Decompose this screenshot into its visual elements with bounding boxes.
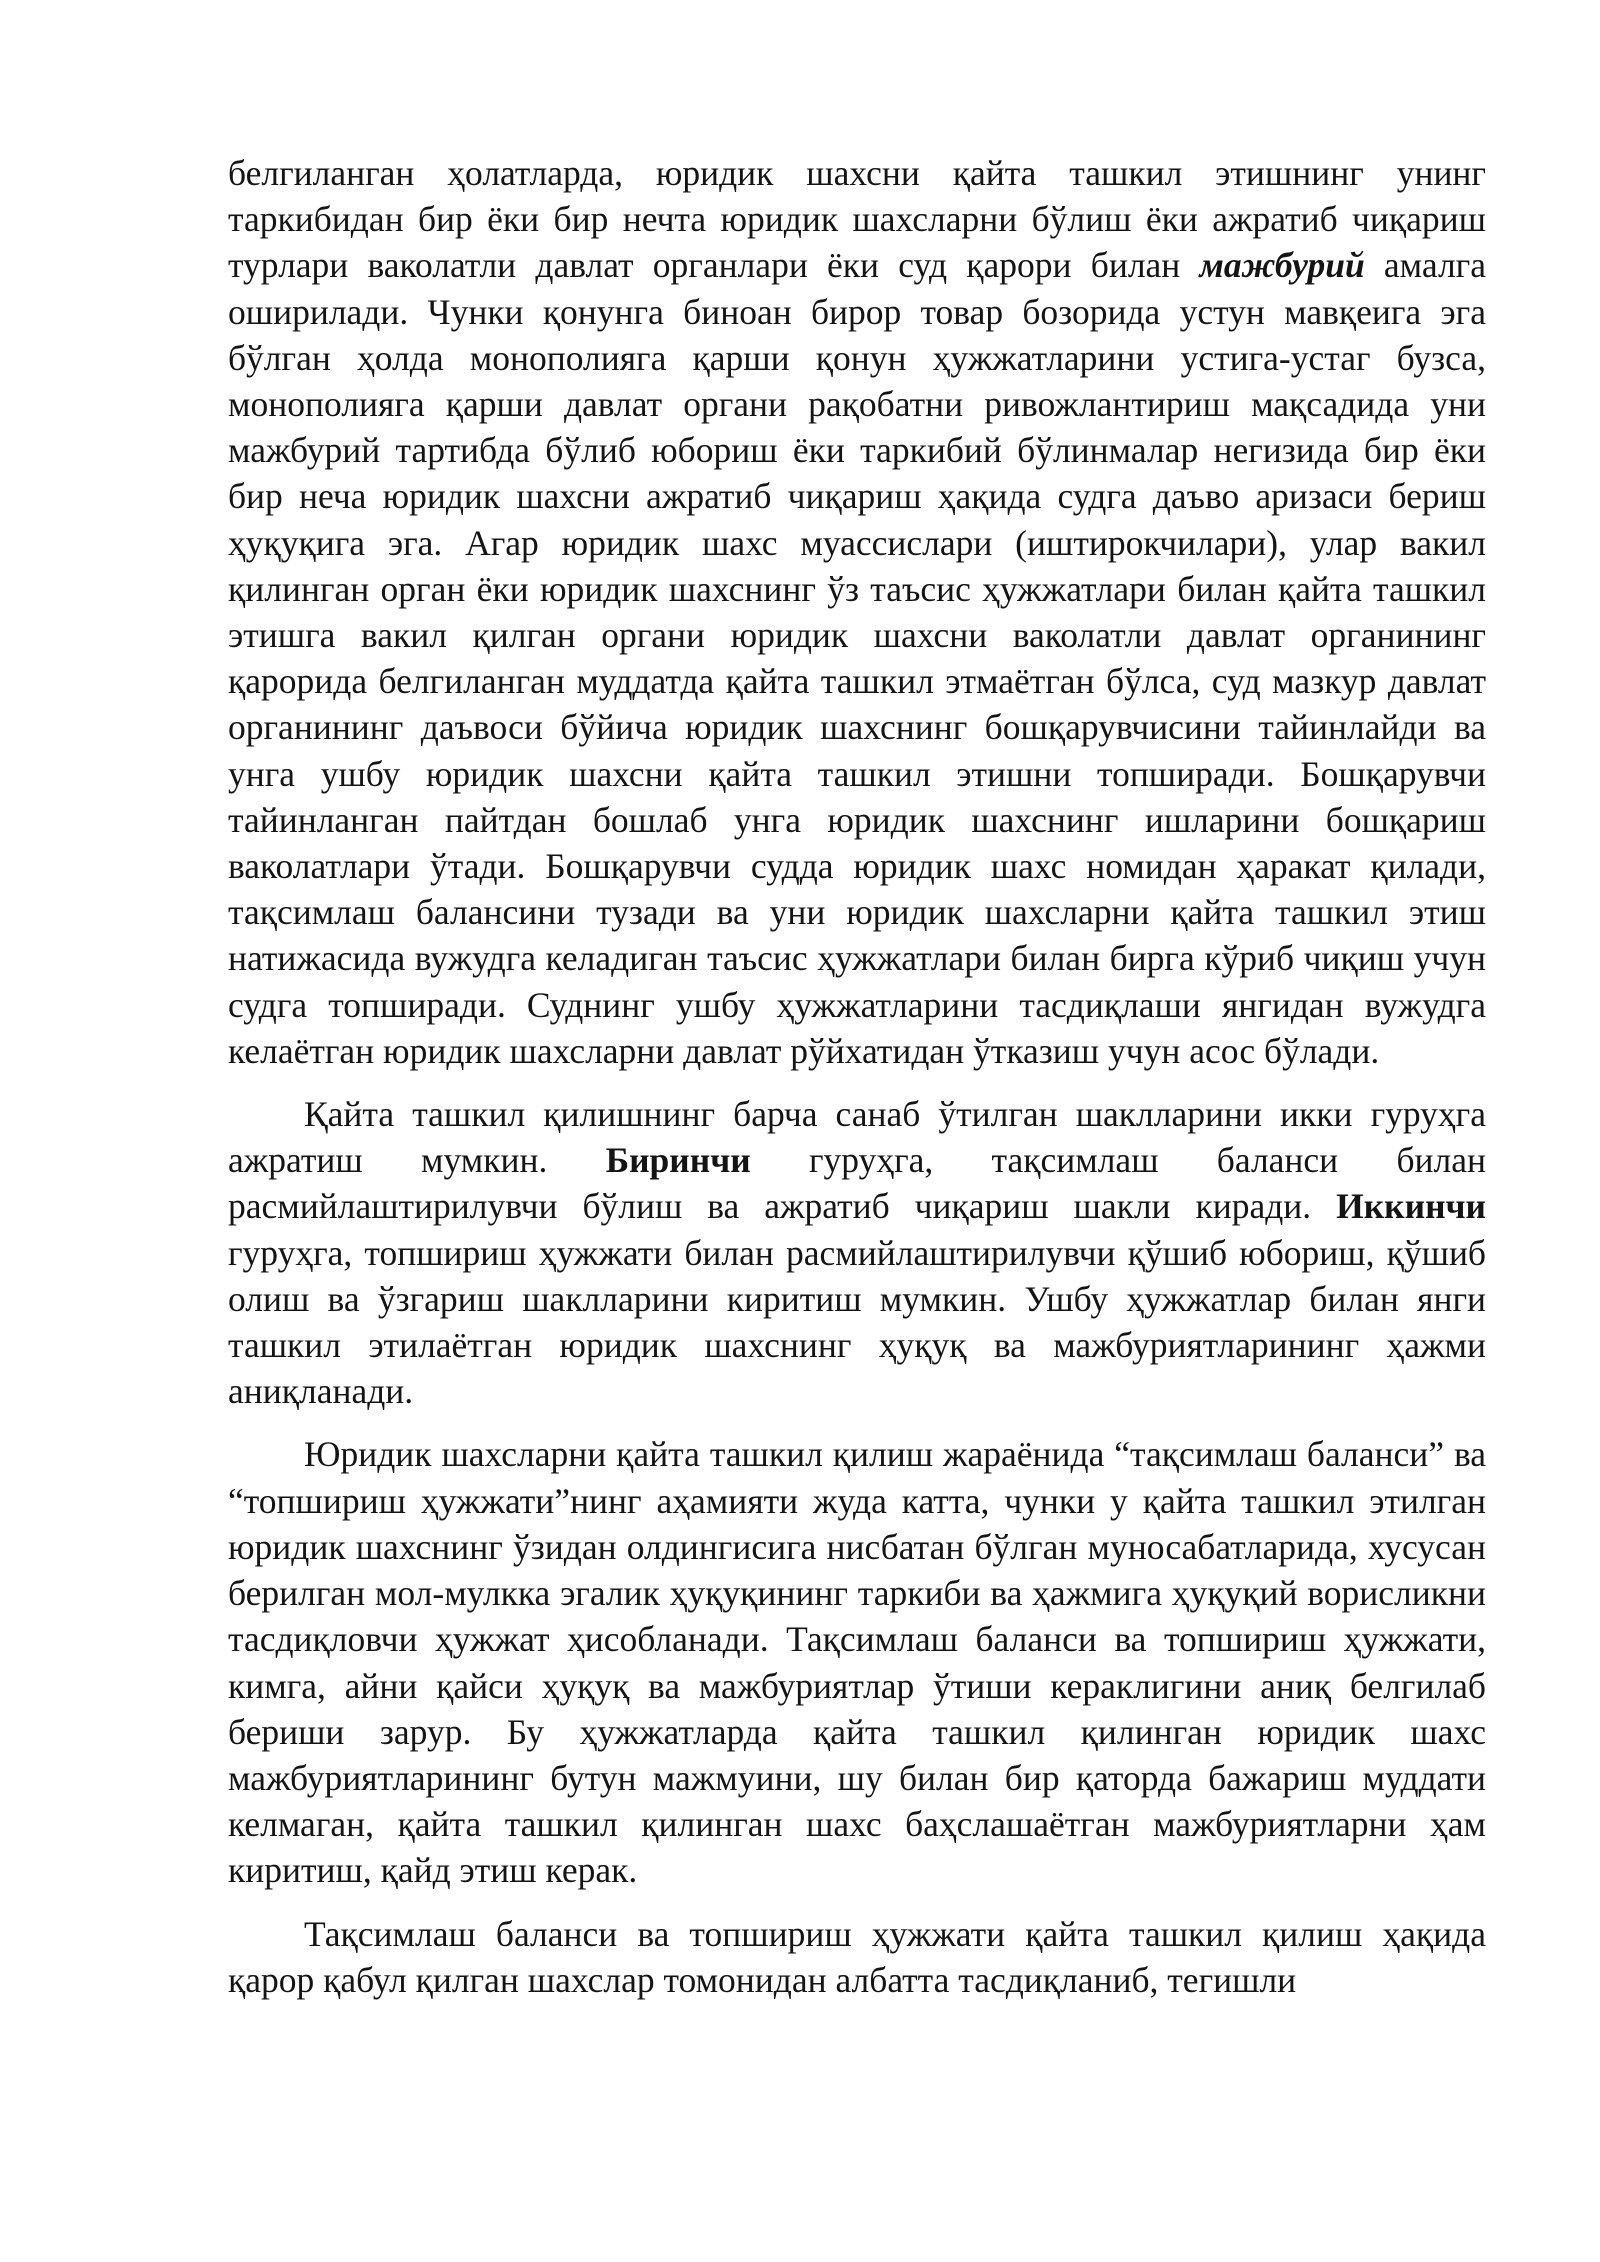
paragraph-1-text-a: белгиланган ҳолатларда, юридик шахсни қайта ташкил этишнинг унинг таркибидан бир ёки бир нечта юридик шахсларни бўлиш ёки ажратиб чиқариш турлари ваколатли давлат органлари ёки суд қарори билан <box>228 153 1486 286</box>
document-page <box>228 150 1486 2020</box>
paragraph-2-text-c: гуруҳга, топшириш ҳужжати билан расмийлаштирилувчи қўшиб юбориш, қўшиб олиш ва ўзгариш шаклларини киритиш мумкин. Ушбу ҳужжатлар билан янги ташкил этилаётган юридик шахснинг ҳуқуқ ва мажбуриятларининг ҳажми аниқланади. <box>228 1232 1486 1412</box>
paragraph-2 <box>228 1091 1486 1414</box>
paragraph-3 <box>228 1431 1486 1893</box>
paragraph-4 <box>228 1911 1486 2003</box>
emphasis-second: Иккинчи <box>1336 1186 1486 1227</box>
emphasis-first: Биринчи <box>605 1140 751 1181</box>
emphasis-mandatory: мажбурий <box>1199 245 1365 286</box>
paragraph-2-text-a: Қайта ташкил қилишнинг барча санаб ўтилган шаклларини икки гуруҳга ажратиш мумкин. <box>228 1094 1486 1181</box>
paragraph-1 <box>228 150 1486 1074</box>
paragraph-4-text: Тақсимлаш баланси ва топшириш ҳужжати қайта ташкил қилиш ҳақида қарор қабул қилган шахслар томонидан албатта тасдиқланиб, тегишли <box>228 1913 1486 2000</box>
paragraph-2-text-b: гуруҳга, тақсимлаш баланси билан расмийлаштирилувчи бўлиш ва ажратиб чиқариш шакли киради. <box>228 1140 1486 1227</box>
paragraph-1-text-b: амалга оширилади. Чунки қонунга биноан бирор товар бозорида устун мавқеига эга бўлган ҳолда монополияга қарши қонун ҳужжатларини устига-устаг бузса, монополияга қарши давлат органи рақобатни ривожлантириш мақсадида уни мажбурий тартибда бўлиб юбориш ёки таркибий бўлинмалар негизида бир ёки бир неча юридик шахсни ажратиб чиқариш ҳақида судга даъво аризаси бериш ҳуқуқига эга. Агар юридик шахс муассислари (иштирокчилари), улар вакил қилинган орган ёки юридик шахснинг ўз таъсис ҳужжатлари билан қайта ташкил этишга вакил қилган органи юридик шахсни ваколатли давлат органининг қарорида белгиланган муддатда қайта ташкил этмаётган бўлса, суд мазкур давлат органининг даъвоси бўйича юридик шахснинг бошқарувчисини тайинлайди ва унга ушбу юридик шахсни қайта ташкил этишни топширади. Бошқарувчи тайинланган пайтдан бошлаб унга юридик шахснинг ишларини бошқариш ваколатлари ўтади. Бошқарувчи судда юридик шахс номидан ҳаракат қилади, тақсимлаш балансини тузади ва уни юридик шахсларни қайта ташкил этиш натижасида вужудга келадиган таъсис ҳужжатлари билан бирга кўриб чиқиш учун судга топширади. Суднинг ушбу ҳужжатларини тасдиқлаши янгидан вужудга келаётган юридик шахсларни давлат рўйхатидан ўтказиш учун асос бўлади. <box>228 245 1486 1071</box>
paragraph-3-text: Юридик шахсларни қайта ташкил қилиш жараёнида “тақсимлаш баланси” ва “топшириш ҳужжати”нинг аҳамияти жуда катта, чунки у қайта ташкил этилган юридик шахснинг ўзидан олдингисига нисбатан бўлган муносабатларида, хусусан берилган мол-мулкка эгалик ҳуқуқининг таркиби ва ҳажмига ҳуқуқий ворисликни тасдиқловчи ҳужжат ҳисобланади. Тақсимлаш баланси ва топшириш ҳужжати, кимга, айни қайси ҳуқуқ ва мажбуриятлар ўтиши кераклигини аниқ белгилаб бериши зарур. Бу ҳужжатларда қайта ташкил қилинган юридик шахс мажбуриятларининг бутун мажмуини, шу билан бир қаторда бажариш муддати келмаган, қайта ташкил қилинган шахс баҳслашаётган мажбуриятларни ҳам киритиш, қайд этиш керак. <box>228 1434 1486 1891</box>
